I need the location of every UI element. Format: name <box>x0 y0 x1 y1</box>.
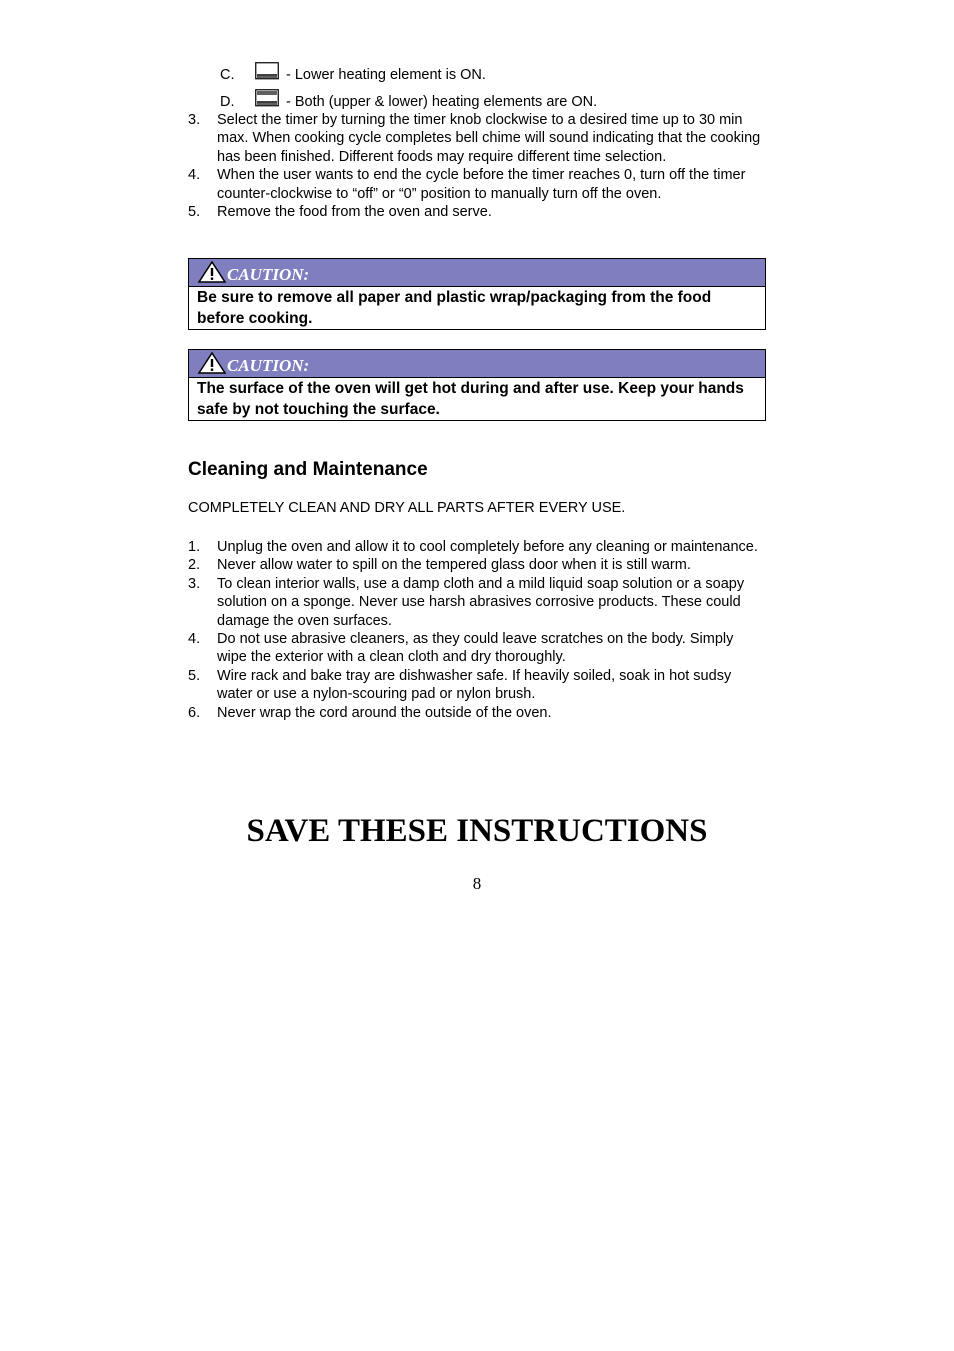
sub-item-text: - Lower heating element is ON. <box>286 67 486 83</box>
caution-box <box>188 349 766 421</box>
list-item <box>188 556 766 574</box>
list-item <box>188 538 766 556</box>
caution-box <box>188 258 766 330</box>
step-text: Do not use abrasive cleaners, as they could leave scratches on the body. Simply wipe the exterior with a clean cloth and dry thoroughly. <box>217 631 734 666</box>
list-item <box>188 111 766 166</box>
both-elements-icon <box>255 89 279 107</box>
step-text: Unplug the oven and allow it to cool completely before any cleaning or maintenance. <box>217 539 758 555</box>
caution-label: CAUTION: <box>227 265 310 284</box>
caution-header <box>189 259 765 287</box>
cleaning-intro: COMPLETELY CLEAN AND DRY ALL PARTS AFTER EVERY USE. <box>188 500 626 516</box>
step-text: Never wrap the cord around the outside of the oven. <box>217 704 552 721</box>
list-item <box>188 630 766 667</box>
list-item <box>188 203 766 221</box>
save-instructions-title: SAVE THESE INSTRUCTIONS <box>246 813 708 849</box>
step-number: 3. <box>188 575 201 592</box>
sub-item-c <box>220 66 720 86</box>
step-text: Never allow water to spill on the tempered glass door when it is still warm. <box>217 557 691 574</box>
step-number: 5. <box>188 204 201 221</box>
step-number: 4. <box>188 167 201 184</box>
caution-text: The surface of the oven will get hot during and after use. Keep your hands safe by not touching the surface. <box>197 380 744 418</box>
list-item <box>188 667 766 704</box>
warning-triangle-icon <box>197 260 227 284</box>
page-number: 8 <box>472 874 482 893</box>
step-number: 3. <box>188 112 201 128</box>
list-item <box>188 166 766 203</box>
cleaning-steps <box>188 538 766 722</box>
list-item <box>188 704 766 722</box>
step-text: When the user wants to end the cycle before the timer reaches 0, turn off the timer counter-clockwise to “off” or “0” position to manually turn off the oven. <box>217 167 746 202</box>
list-item <box>188 575 766 630</box>
step-text: Select the timer by turning the timer knob clockwise to a desired time up to 30 min max. When cooking cycle completes bell chime will sound indicating that the cooking has been finished. Different foods may require different time selection. <box>217 112 761 165</box>
caution-label: CAUTION: <box>227 356 310 375</box>
step-number: 4. <box>188 631 201 648</box>
step-number: 1. <box>188 539 201 555</box>
sub-item-letter: C. <box>220 67 235 83</box>
warning-triangle-icon <box>197 351 227 375</box>
step-text: Wire rack and bake tray are dishwasher safe. If heavily soiled, soak in hot sudsy water or use a nylon-scouring pad or nylon brush. <box>217 667 732 703</box>
operation-steps <box>188 111 766 221</box>
sub-item-text: - Both (upper & lower) heating elements are ON. <box>286 94 598 110</box>
section-heading: Cleaning and Maintenance <box>188 459 428 480</box>
caution-text: Be sure to remove all paper and plastic wrap/packaging from the food before cooking. <box>197 289 712 327</box>
step-number: 2. <box>188 557 201 574</box>
caution-header <box>189 350 765 378</box>
step-text: To clean interior walls, use a damp cloth and a mild liquid soap solution or a soapy solution on a sponge. Never use harsh abrasives corrosive products. These could damage the oven surfaces. <box>217 575 745 629</box>
step-number: 5. <box>188 667 201 684</box>
sub-item-d <box>220 93 720 113</box>
sub-item-letter: D. <box>220 94 235 110</box>
step-text: Remove the food from the oven and serve. <box>217 204 492 221</box>
lower-element-icon <box>255 62 279 80</box>
step-number: 6. <box>188 704 201 721</box>
